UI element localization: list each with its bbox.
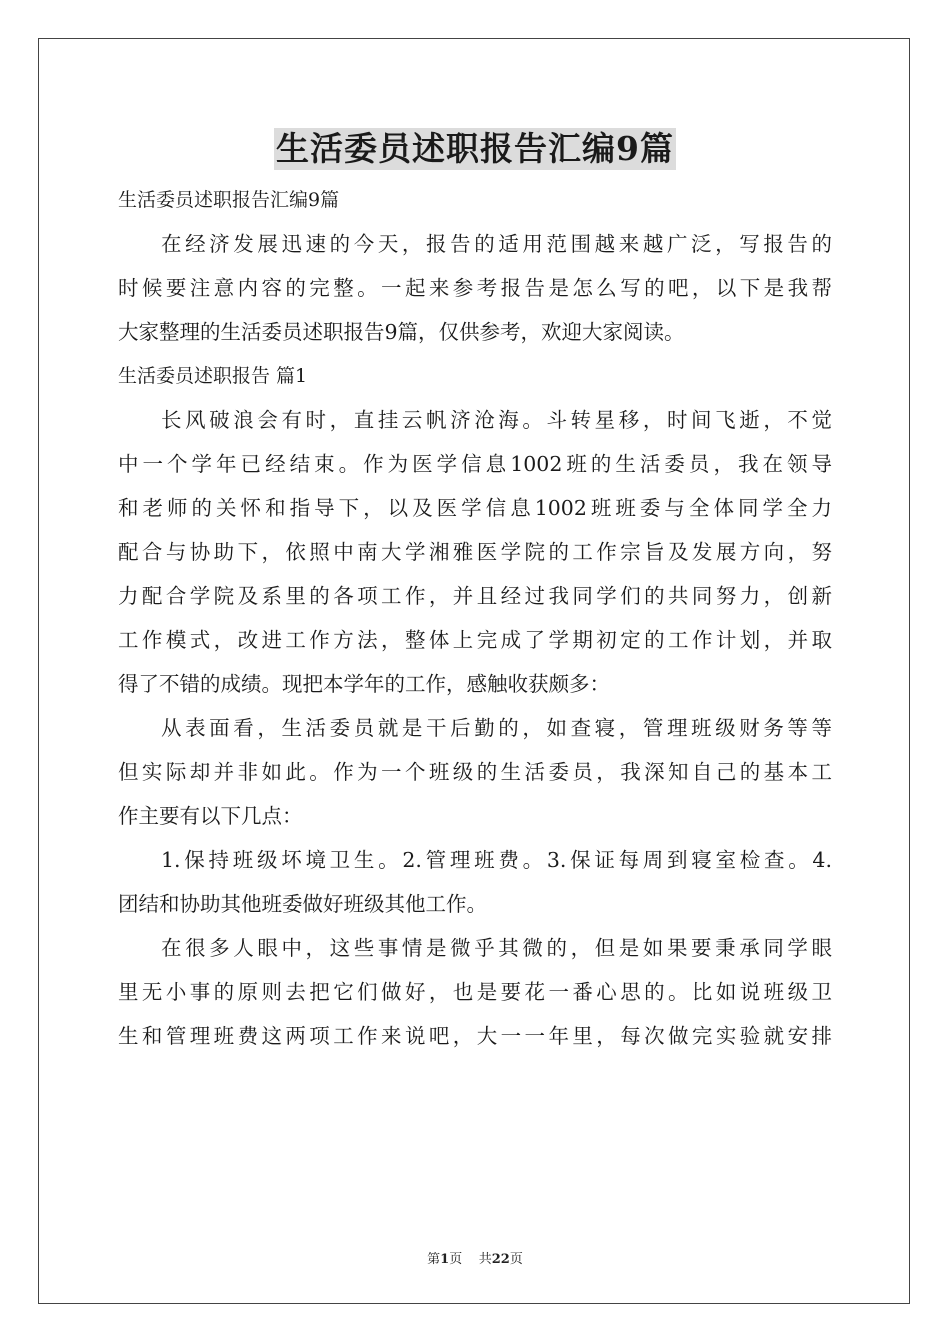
title-area: [0, 128, 950, 170]
paragraph-2: [118, 706, 832, 838]
text-line: 力配合学院及系里的各项工作，并且经过我同学们的共同努力，创新: [118, 584, 832, 608]
text-line: 长风破浪会有时，直挂云帆济沧海。斗转星移，时间飞逝，不觉: [161, 408, 832, 432]
page-number: 1: [440, 1252, 450, 1267]
document-body: [118, 178, 832, 1058]
text-line: 在很多人眼中，这些事情是微乎其微的，但是如果要秉承同学眼: [161, 936, 832, 960]
text-line: 1.保持班级坏境卫生。2.管理班费。3.保证每周到寝室检查。4.: [161, 848, 832, 872]
text-line: 大家整理的生活委员述职报告9篇，仅供参考，欢迎大家阅读。: [118, 320, 685, 344]
section-heading: 生活委员述职报告 篇1: [118, 365, 308, 387]
text-line: 时候要注意内容的完整。一起来参考报告是怎么写的吧，以下是我帮: [118, 276, 832, 300]
text-line: 在经济发展迅速的今天，报告的适用范围越来越广泛，写报告的: [161, 232, 832, 256]
page-suffix: 页: [449, 1252, 463, 1267]
text-line: 从表面看，生活委员就是干后勤的，如查寝，管理班级财务等等: [161, 716, 832, 740]
page-footer: [0, 1248, 950, 1267]
paragraph-1: [118, 398, 832, 706]
text-line: 中一个学年已经结束。作为医学信息1002班的生活委员，我在领导: [118, 452, 832, 476]
total-suffix: 页: [509, 1252, 523, 1267]
text-line: 工作模式，改进工作方法，整体上完成了学期初定的工作计划，并取: [118, 628, 832, 652]
text-line: 但实际却并非如此。作为一个班级的生活委员，我深知自己的基本工: [118, 760, 832, 784]
total-prefix: 共: [478, 1252, 492, 1267]
text-line: 和老师的关怀和指导下，以及医学信息1002班班委与全体同学全力: [118, 496, 832, 520]
paragraph-4: [118, 926, 832, 1058]
page-prefix: 第: [427, 1252, 441, 1267]
document-subtitle: 生活委员述职报告汇编9篇: [118, 189, 340, 211]
text-line: 得了不错的成绩。现把本学年的工作，感触收获颇多：: [118, 672, 610, 696]
text-line: 生和管理班费这两项工作来说吧，大一一年里，每次做完实验就安排: [118, 1024, 832, 1048]
text-line: 配合与协助下，依照中南大学湘雅医学院的工作宗旨及发展方向，努: [118, 540, 832, 564]
paragraph-3: [118, 838, 832, 926]
text-line: 团结和协助其他班委做好班级其他工作。: [118, 892, 487, 916]
document-title: 生活委员述职报告汇编9篇: [276, 129, 674, 168]
intro-paragraph: [118, 222, 832, 354]
text-line: 里无小事的原则去把它们做好，也是要花一番心思的。比如说班级卫: [118, 980, 832, 1004]
text-line: 作主要有以下几点：: [118, 804, 303, 828]
total-pages: 22: [491, 1252, 510, 1267]
